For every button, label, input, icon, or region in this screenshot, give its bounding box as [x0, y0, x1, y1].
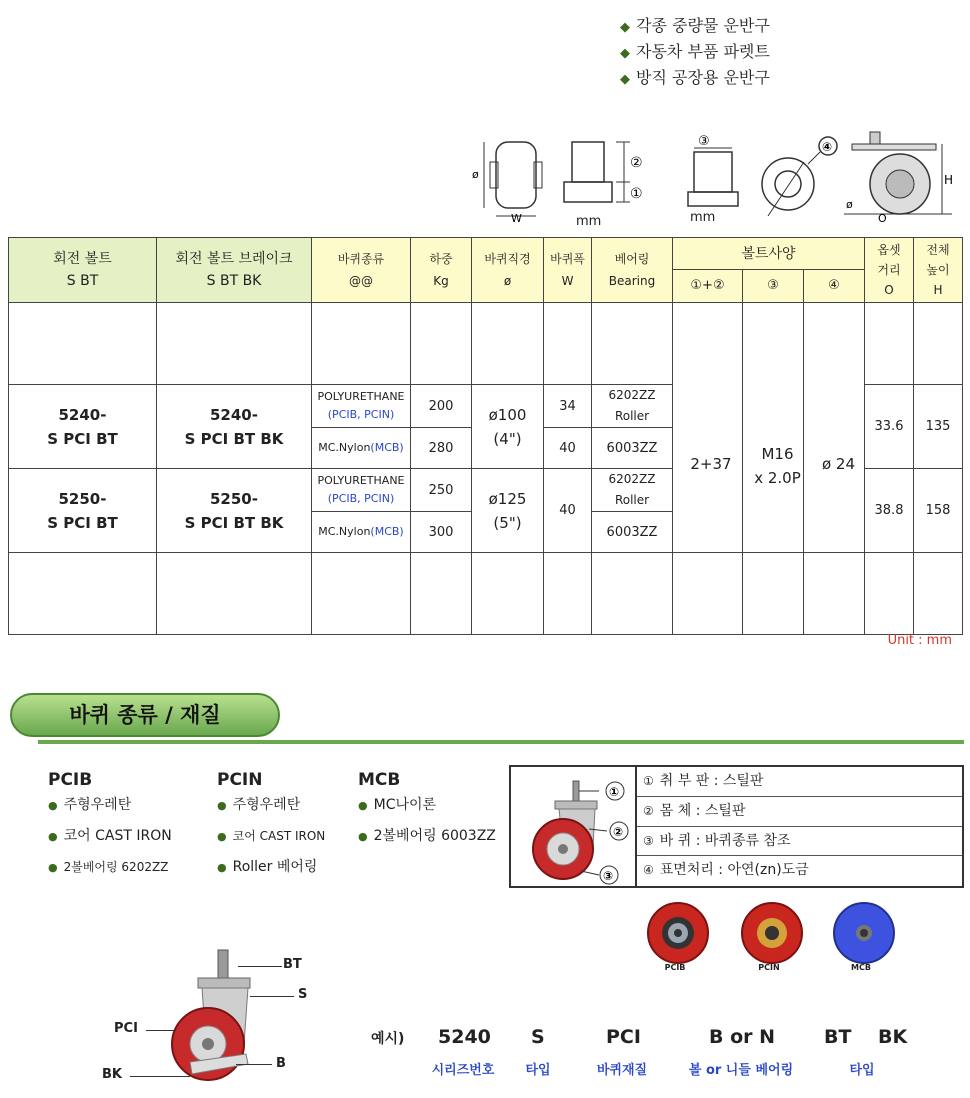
bearing-cell: 6003ZZ	[592, 512, 673, 553]
bolt-plate-diagram	[558, 140, 658, 214]
bolt-spec-4-value: ø 24	[821, 455, 856, 473]
example-label-bearing: 볼 or 니들 베어링	[688, 1063, 794, 1078]
material-mcb: MCB ● MC나이론 ● 2볼베어링 6003ZZ	[358, 770, 496, 852]
application-item: ◆ 각종 중량물 운반구	[620, 16, 770, 35]
svg-text:③: ③	[603, 869, 614, 883]
example-label-material: 바퀴재질	[596, 1063, 648, 1078]
bullet-icon: ●	[48, 799, 58, 812]
wheel-diagram	[466, 136, 556, 230]
example-code-type: S	[531, 1026, 545, 1048]
example-label-series: 시리즈번호	[431, 1063, 495, 1078]
material-cell: POLYURETHANE (PCIB, PCIN)	[312, 385, 411, 428]
height-cell: 135	[914, 385, 963, 469]
bolt-spec-3-value: M16 x 2.0P	[754, 445, 801, 487]
header-width: 바퀴폭 W	[544, 238, 592, 303]
bullet-icon: ●	[48, 861, 58, 874]
header-offset: 옵셋 거리 O	[865, 238, 914, 303]
list-item: ● 주형우레탄	[217, 797, 301, 813]
model-bt: 5250- S PCI BT	[9, 469, 157, 553]
list-item: ● 주형우레탄	[48, 797, 132, 813]
material-pcib: PCIB ● 주형우레탄 ● 코어 CAST IRON ● 2볼베어링 6202ZZ	[48, 770, 172, 883]
application-item: ◆ 자동차 부품 파렛트	[620, 42, 770, 61]
caster-image	[150, 944, 300, 1098]
diameter-label: ø	[472, 168, 479, 181]
width-cell: 40	[544, 469, 592, 553]
example-label-type-2: 타입	[849, 1063, 875, 1078]
load-cell: 280	[411, 428, 472, 469]
model-bt: 5240- S PCI BT	[9, 385, 157, 469]
svg-text:ø: ø	[846, 198, 853, 211]
bullet-icon: ●	[217, 830, 227, 843]
header-bolt-spec: 볼트사양	[673, 238, 865, 270]
width-diagram	[684, 132, 744, 214]
caster-parts-image	[511, 767, 637, 886]
bolt-spec-4	[804, 303, 865, 553]
section-title: 바퀴 종류 / 재질	[10, 693, 280, 737]
width-cell: 34	[544, 385, 592, 428]
list-item: ● 코어 CAST IRON	[217, 829, 326, 843]
bearing-cell: 6202ZZ Roller	[592, 385, 673, 428]
bearing-cell: 6202ZZ Roller	[592, 469, 673, 512]
wheel-image-pcin: PCIN	[734, 897, 810, 972]
svg-text:①: ①	[609, 785, 620, 799]
material-pcin: PCIN ● 주형우레탄 ● 코어 CAST IRON ● Roller 베어링	[217, 770, 325, 883]
example-code-bt: BT	[824, 1026, 852, 1048]
diameter-cell: ø100 (4")	[472, 385, 544, 469]
label-bt: BT	[283, 957, 302, 972]
example-code-material: PCI	[606, 1026, 641, 1048]
diamond-bullet-icon: ◆	[620, 46, 630, 61]
list-item: ● Roller 베어링	[217, 859, 318, 875]
list-item: ③ 바 퀴 : 바퀴종류 참조	[637, 827, 962, 857]
header-wheel-type: 바퀴종류 @@	[312, 238, 411, 303]
width-label: W	[511, 212, 522, 225]
example-code-series: 5240	[438, 1026, 491, 1048]
svg-text:H: H	[944, 173, 954, 187]
offset-cell: 33.6	[865, 385, 914, 469]
svg-text:④: ④	[822, 140, 833, 154]
wheel-image-mcb: MCB	[826, 897, 902, 972]
svg-text:②: ②	[613, 825, 624, 839]
header-bearing: 베어링 Bearing	[592, 238, 673, 303]
load-cell: 250	[411, 469, 472, 512]
material-cell: MC.Nylon(MCB)	[312, 512, 411, 553]
bolt-unit-label: mm	[576, 214, 602, 229]
unit-label: Unit : mm	[887, 633, 952, 648]
material-cell: POLYURETHANE (PCIB, PCIN)	[312, 469, 411, 512]
list-item: ● 2볼베어링 6202ZZ	[48, 860, 169, 874]
caster-diagram	[842, 128, 960, 228]
label-pci: PCI	[114, 1021, 138, 1036]
load-cell: 300	[411, 512, 472, 553]
example-code-bearing: B or N	[709, 1026, 776, 1048]
bullet-icon: ●	[358, 830, 368, 843]
header-swivel-bolt: 회전 볼트 S BT	[9, 238, 157, 303]
example-label-type: 타입	[525, 1063, 551, 1078]
application-item: ◆ 방직 공장용 운반구	[620, 68, 770, 87]
bearing-cell: 6003ZZ	[592, 428, 673, 469]
header-bolt-sub-1: ①+②	[673, 270, 743, 303]
offset-cell: 38.8	[865, 469, 914, 553]
svg-text:②: ②	[630, 155, 643, 171]
list-item: ● 코어 CAST IRON	[48, 828, 172, 844]
header-load: 하중 Kg	[411, 238, 472, 303]
header-height: 전체 높이 H	[914, 238, 963, 303]
parts-box	[509, 765, 964, 888]
label-b: B	[276, 1056, 286, 1071]
diamond-bullet-icon: ◆	[620, 20, 630, 35]
height-cell: 158	[914, 469, 963, 553]
list-item: ① 취 부 판 : 스틸판	[637, 767, 962, 797]
ring-diagram	[758, 132, 844, 226]
application-list	[620, 14, 770, 92]
spec-table	[8, 237, 963, 635]
bullet-icon: ●	[48, 830, 58, 843]
list-item: ④ 표면처리 : 아연(zn)도금	[643, 862, 809, 879]
table-row	[9, 553, 963, 635]
width-cell: 40	[544, 428, 592, 469]
bolt-spec-1-2	[673, 303, 743, 553]
model-bt-bk: 5240- S PCI BT BK	[157, 385, 312, 469]
load-cell: 200	[411, 385, 472, 428]
material-cell: MC.Nylon(MCB)	[312, 428, 411, 469]
parts-list	[637, 767, 962, 886]
header-bolt-sub-3: ④	[804, 270, 865, 303]
header-diameter: 바퀴직경 ø	[472, 238, 544, 303]
diamond-bullet-icon: ◆	[620, 72, 630, 87]
table-row	[9, 303, 963, 385]
label-s: S	[298, 987, 308, 1002]
wheel-image-pcib: PCIB	[640, 897, 716, 972]
header-bolt-sub-2: ③	[743, 270, 804, 303]
bolt-spec-1-2-value: 2+37	[690, 455, 732, 473]
list-item: ② 몸 체 : 스틸판	[637, 797, 962, 827]
list-item: ● 2볼베어링 6003ZZ	[358, 828, 496, 844]
list-item: ● MC나이론	[358, 797, 437, 813]
model-bt-bk: 5250- S PCI BT BK	[157, 469, 312, 553]
width-unit-label: mm	[690, 210, 716, 225]
section-divider	[38, 740, 964, 744]
example-prefix: 예시)	[371, 1031, 405, 1047]
svg-text:③: ③	[698, 134, 710, 149]
bolt-spec-3	[743, 303, 804, 553]
bullet-icon: ●	[358, 799, 368, 812]
example-code-bk: BK	[878, 1026, 908, 1048]
svg-text:①: ①	[630, 186, 643, 202]
header-swivel-bolt-brake: 회전 볼트 브레이크 S BT BK	[157, 238, 312, 303]
bullet-icon: ●	[217, 861, 227, 874]
svg-text:O: O	[878, 212, 887, 225]
bullet-icon: ●	[217, 799, 227, 812]
label-bk: BK	[102, 1067, 122, 1082]
diameter-cell: ø125 (5")	[472, 469, 544, 553]
